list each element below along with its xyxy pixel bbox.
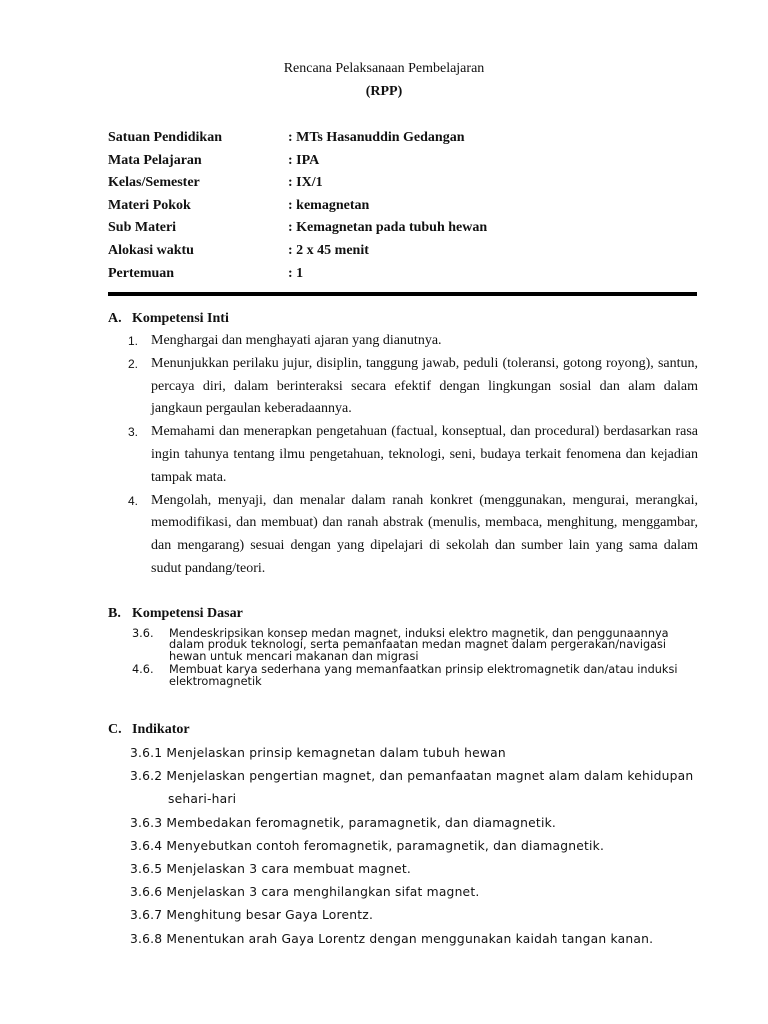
- identity-value: : kemagnetan: [288, 197, 370, 213]
- section-title: Indikator: [132, 722, 190, 737]
- identity-label: Mata Pelajaran: [108, 152, 202, 168]
- section-letter: B.: [108, 606, 121, 621]
- section-b-heading: [108, 606, 243, 622]
- list-text: Membuat karya sederhana yang memanfaatkan prinsip elektromagnetik dan/atau induksi elektromagnetik: [169, 663, 678, 688]
- list-item: 3.6.2 Menjelaskan pengertian magnet, dan pemanfaatan magnet alam dalam kehidupan: [130, 769, 694, 784]
- identity-row: [108, 173, 708, 196]
- kompetensi-dasar-list: [132, 628, 702, 689]
- list-item: 3.6.7 Menghitung besar Gaya Lorentz.: [130, 908, 374, 923]
- list-item: [128, 490, 698, 581]
- identity-value: : MTs Hasanuddin Gedangan: [288, 130, 465, 145]
- identity-label: Alokasi waktu: [108, 242, 194, 258]
- document-subtitle: (RPP): [365, 84, 403, 99]
- identity-value: : IPA: [288, 152, 320, 168]
- section-letter: A.: [108, 311, 122, 326]
- identity-row: [108, 264, 708, 287]
- list-item: [128, 421, 698, 489]
- identity-value: : 1: [288, 265, 304, 281]
- list-item: 3.6.1 Menjelaskan prinsip kemagnetan dalam tubuh hewan: [130, 746, 506, 760]
- identity-row: [108, 151, 708, 174]
- list-item: [132, 664, 702, 687]
- identity-table: [108, 128, 708, 286]
- identity-value: : IX/1: [288, 175, 323, 191]
- list-number: 3.6.: [132, 627, 154, 640]
- list-number: 4.6.: [132, 663, 154, 677]
- list-text: Mengolah, menyaji, dan menalar dalam ranah konkret (menggunakan, mengurai, merangkai, memodifikasi, dan membuat) dan ranah abstrak (menulis, membaca, menghitung, menggambar, dan mengarang) sesuai dengan yang dipelajari di sekolah dan sumber lain yang sama dalam sudut pandang/teori.: [151, 492, 698, 576]
- section-c-heading: [108, 722, 190, 738]
- identity-label: Satuan Pendidikan: [108, 130, 222, 145]
- identity-label: Pertemuan: [108, 265, 175, 281]
- list-number: 1.: [128, 334, 139, 348]
- kompetensi-inti-list: [128, 330, 698, 581]
- identity-row: [108, 128, 708, 151]
- list-item: 3.6.3 Membedakan feromagnetik, paramagnetik, dan diamagnetik.: [130, 815, 557, 830]
- section-title: Kompetensi Inti: [132, 311, 229, 326]
- identity-value: : Kemagnetan pada tubuh hewan: [288, 220, 488, 236]
- section-title: Kompetensi Dasar: [132, 606, 243, 621]
- list-text: Menunjukkan perilaku jujur, disiplin, tanggung jawab, peduli (toleransi, gotong royong), santun, percaya diri, dalam berinteraksi secara efektif dengan lingkungan sosial dan alam dalam jangkaun pergaulan keberadaannya.: [151, 355, 698, 417]
- section-letter: C.: [108, 722, 122, 737]
- list-item: 3.6.5 Menjelaskan 3 cara membuat magnet.: [130, 862, 411, 877]
- divider-rule: [108, 292, 697, 296]
- identity-value: : 2 x 45 menit: [288, 242, 369, 258]
- list-number: 4.: [128, 493, 139, 508]
- document-title: Rencana Pelaksanaan Pembelajaran: [283, 61, 485, 76]
- list-number: 2.: [128, 356, 139, 371]
- list-item: 3.6.8 Menentukan arah Gaya Lorentz dengan menggunakan kaidah tangan kanan.: [130, 931, 654, 946]
- identity-label: Sub Materi: [108, 220, 177, 236]
- list-number: 3.: [128, 425, 139, 440]
- identity-row: [108, 196, 708, 219]
- list-text: Menghargai dan menghayati ajaran yang dianutnya.: [151, 333, 442, 348]
- identity-label: Kelas/Semester: [108, 175, 200, 191]
- indikator-list: [130, 742, 700, 951]
- list-item: [132, 628, 702, 662]
- list-item-continuation: sehari-hari: [168, 792, 237, 807]
- list-item: [128, 353, 698, 421]
- section-a-heading: [108, 311, 229, 327]
- list-text: Memahami dan menerapkan pengetahuan (factual, konseptual, dan procedural) berdasarkan rasa ingin tahunya tentang ilmu pengetahuan, teknologi, seni, budaya terkait fenomena dan kejadian tampak mata.: [151, 424, 698, 485]
- identity-row: [108, 218, 708, 241]
- list-item: 3.6.6 Menjelaskan 3 cara menghilangkan sifat magnet.: [130, 885, 480, 900]
- identity-label: Materi Pokok: [108, 197, 191, 213]
- list-text: Mendeskripsikan konsep medan magnet, induksi elektro magnetik, dan penggunaannya dalam produk teknologi, serta pemanfaatan medan magnet dalam pergerakan/navigasi hewan untuk mencari makanan dan migrasi: [169, 627, 669, 663]
- list-item: [128, 330, 698, 353]
- list-item: 3.6.4 Menyebutkan contoh feromagnetik, paramagnetik, dan diamagnetik.: [130, 838, 605, 853]
- identity-row: [108, 241, 708, 264]
